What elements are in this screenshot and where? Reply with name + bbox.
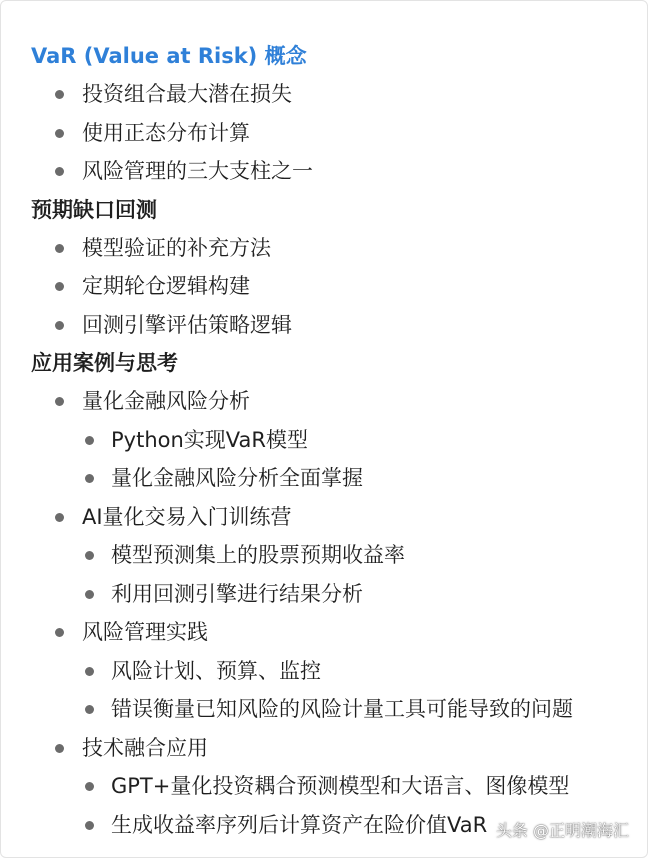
list-item (31, 152, 631, 191)
list-item (31, 729, 631, 768)
sub-list-item (31, 536, 631, 575)
section-heading-cases: 应用案例与思考 (31, 351, 178, 375)
sub-list-item-label: 模型预测集上的股票预期收益率 (111, 543, 405, 567)
sub-list-item-label: 量化金融风险分析全面掌握 (111, 466, 363, 490)
sub-list-item (31, 652, 631, 691)
list-item (31, 75, 631, 114)
list-item-label: 模型验证的补充方法 (82, 235, 271, 260)
watermark-text: 头条 @正明潮海汇 (495, 821, 629, 840)
sub-list-item-label: 利用回测引擎进行结果分析 (111, 581, 363, 606)
list-item-label: AI量化交易入门训练营 (82, 504, 292, 529)
list-item-label: 技术融合应用 (82, 735, 208, 760)
bullet-icon (85, 821, 94, 830)
bullet-icon (85, 551, 94, 560)
bullet-icon (55, 282, 64, 291)
list-item (31, 498, 631, 537)
section-heading-var: VaR (Value at Risk) 概念 (31, 44, 307, 68)
bullet-icon (85, 705, 94, 714)
sub-list-item (31, 767, 631, 806)
list-item (31, 382, 631, 421)
sub-list-item-label: GPT+量化投资耦合预测模型和大语言、图像模型 (111, 774, 570, 798)
list-item-label: 风险管理的三大支柱之一 (82, 159, 313, 183)
sub-list-item-label: 风险计划、预算、监控 (111, 658, 321, 683)
sub-list-item (31, 690, 631, 729)
bullet-icon (55, 129, 64, 138)
bullet-icon (85, 436, 94, 445)
outline (31, 37, 631, 844)
list-item (31, 613, 631, 652)
list-item-label: 量化金融风险分析 (82, 389, 250, 413)
list-item (31, 267, 631, 306)
list-item-label: 回测引擎评估策略逻辑 (82, 312, 292, 337)
bullet-icon (55, 744, 64, 753)
sub-list-item-label: 错误衡量已知风险的风险计量工具可能导致的问题 (111, 697, 573, 721)
bullet-icon (85, 474, 94, 483)
bullet-icon (55, 244, 64, 253)
sub-list-item (31, 459, 631, 498)
list-item-label: 投资组合最大潜在损失 (82, 82, 292, 106)
section-heading-backtest: 预期缺口回测 (31, 197, 157, 222)
bullet-icon (55, 321, 64, 330)
sub-list-item (31, 575, 631, 614)
bullet-icon (85, 782, 94, 791)
list-item (31, 114, 631, 153)
sub-list-item-label: Python实现VaR模型 (111, 427, 308, 452)
bullet-icon (55, 397, 64, 406)
bullet-icon (85, 667, 94, 676)
bullet-icon (55, 167, 64, 176)
list-item-label: 使用正态分布计算 (82, 120, 250, 145)
bullet-icon (55, 90, 64, 99)
list-item (31, 229, 631, 268)
list-item-label: 定期轮仓逻辑构建 (82, 274, 250, 298)
sub-list-item (31, 421, 631, 460)
sub-list-item-label: 生成收益率序列后计算资产在险价值VaR (111, 812, 488, 837)
bullet-icon (55, 513, 64, 522)
list-item-label: 风险管理实践 (82, 620, 208, 644)
list-item (31, 306, 631, 345)
bullet-icon (55, 628, 64, 637)
bullet-icon (85, 590, 94, 599)
